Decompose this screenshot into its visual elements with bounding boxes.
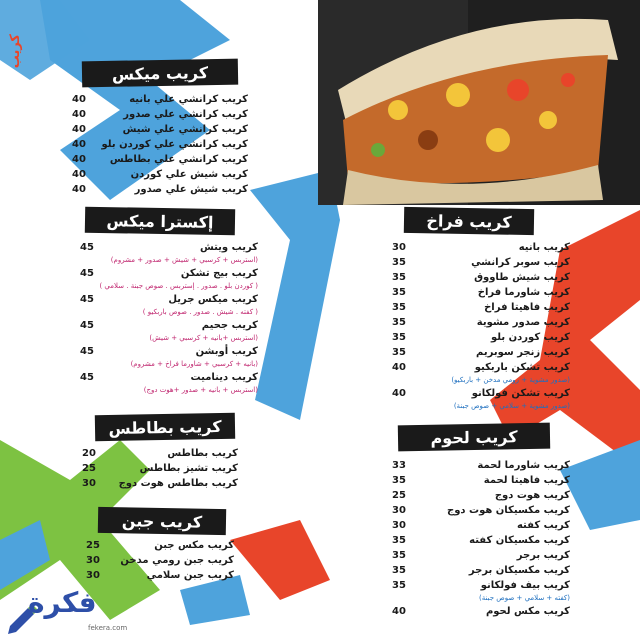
section-title-cheese xyxy=(98,507,226,535)
menu-item-price: 35 xyxy=(392,272,406,283)
menu-item xyxy=(80,344,258,359)
menu-item-name: كريب ميكس جريل xyxy=(168,294,258,305)
menu-item xyxy=(392,518,570,533)
section-title-text: كريب بطاطس xyxy=(108,416,222,438)
menu-item-price: 40 xyxy=(392,388,406,399)
menu-item-price: 30 xyxy=(82,478,96,489)
menu-item-name: كريب ويتش xyxy=(199,242,258,253)
menu-item xyxy=(392,548,570,563)
menu-item xyxy=(86,553,234,568)
section-title-text: كريب لحوم xyxy=(430,426,518,448)
menu-item xyxy=(72,182,248,197)
section-title-text: إكسترا ميكس xyxy=(106,210,214,232)
section-title-text: كريب ميكس xyxy=(111,62,209,84)
menu-item-name: كريب زنجر سوبريم xyxy=(476,347,570,358)
menu-item-price: 30 xyxy=(392,242,406,253)
side-label: كريب xyxy=(8,34,23,69)
menu-item-name: كريب تشكن باربكيو xyxy=(474,362,570,373)
menu-item-price: 40 xyxy=(72,139,86,150)
menu-item-price: 20 xyxy=(82,448,96,459)
menu-item-name: كريب ديناميت xyxy=(190,372,258,383)
section-title-meat xyxy=(398,423,550,452)
menu-item-price: 45 xyxy=(80,268,94,279)
menu-item-note: (استربس +بانيه + كرسبي + شيش) xyxy=(149,334,258,342)
menu-item-name: كريب مكسيكان هوت دوج xyxy=(447,505,570,516)
menu-item-name: كريب مكس لحوم xyxy=(485,606,570,617)
menu-item-price: 35 xyxy=(392,257,406,268)
section-title-text: كريب جبن xyxy=(121,510,203,532)
menu-item-price: 30 xyxy=(392,520,406,531)
logo-subtext: fekera.com xyxy=(88,624,128,632)
section-title-potato xyxy=(95,413,235,441)
menu-item-price: 45 xyxy=(80,294,94,305)
menu-item-price: 25 xyxy=(392,490,406,501)
menu-item-note: ( كوردن بلو . صدور . إستربس . صوص جبنة . سلامي ) xyxy=(99,282,258,290)
menu-item xyxy=(80,370,258,385)
menu-item xyxy=(392,270,570,285)
menu-item-name: كريب جحيم xyxy=(201,320,258,331)
menu-item xyxy=(72,167,248,182)
menu-item-name: كريب مكسيكان برجر xyxy=(468,565,570,576)
menu-item-price: 40 xyxy=(72,169,86,180)
chicken-list xyxy=(392,240,570,412)
menu-item xyxy=(392,360,570,375)
menu-item-name: كريب شيش طاووق xyxy=(474,272,570,283)
menu-item-price: 35 xyxy=(392,580,406,591)
section-title-chicken xyxy=(404,207,534,235)
menu-item xyxy=(392,488,570,503)
menu-item xyxy=(80,292,258,307)
section-title-extra-mix xyxy=(85,207,235,236)
menu-item-price: 35 xyxy=(392,347,406,358)
menu-item-name: كريب تشكن فولكانو xyxy=(471,388,570,399)
menu-item-price: 25 xyxy=(86,540,100,551)
menu-item-name: كريب جبن رومي مدخن xyxy=(120,555,234,566)
menu-item xyxy=(392,503,570,518)
crepe-mix-list xyxy=(72,92,248,197)
menu-item-note: (صدور مشوية + رومي مدخن + باربكيو) xyxy=(451,376,570,384)
menu-item-price: 35 xyxy=(392,317,406,328)
menu-item-note: (استربس + بانيه + صدور +هوت دوج) xyxy=(143,386,258,394)
menu-item xyxy=(72,137,248,152)
potato-list xyxy=(82,446,238,491)
menu-item-price: 40 xyxy=(72,94,86,105)
menu-item-price: 40 xyxy=(72,124,86,135)
menu-item-name: كريب بطاطس هوت دوج xyxy=(118,478,238,489)
menu-item-name: كريب شاورما فراخ xyxy=(477,287,570,298)
menu-item-price: 35 xyxy=(392,550,406,561)
menu-item-name: كريب شيش علي صدور xyxy=(134,184,248,195)
menu-item-name: كريب كرانشي علي كوردن بلو xyxy=(101,139,248,150)
menu-item-price: 35 xyxy=(392,535,406,546)
menu-item xyxy=(72,107,248,122)
menu-item-name: كريب كرانشي علي شيش xyxy=(122,124,248,135)
menu-item xyxy=(80,318,258,333)
menu-item-name: كريب أوبشن xyxy=(195,346,258,357)
menu-item xyxy=(392,240,570,255)
menu-item-name: كريب كرانشي علي بانيه xyxy=(129,94,248,105)
menu-item-price: 40 xyxy=(72,184,86,195)
section-title-crepe-mix xyxy=(82,59,238,88)
menu-item-price: 35 xyxy=(392,475,406,486)
menu-item-name: كريب صدور مشوية xyxy=(476,317,570,328)
crepe-wrap-photo xyxy=(318,0,640,205)
menu-item-price: 45 xyxy=(80,346,94,357)
menu-item-note: ( كفته . شيش . صدور . صوص باربكيو ) xyxy=(142,308,258,316)
cheese-list xyxy=(86,538,234,583)
menu-item-name: كريب هوت دوج xyxy=(494,490,570,501)
menu-item-note: (استربس + كرسبي + شيش + صدور + مشروم) xyxy=(110,256,258,264)
menu-item-name: كريب جبن سلامي xyxy=(146,570,234,581)
menu-item xyxy=(392,345,570,360)
menu-item-price: 45 xyxy=(80,242,94,253)
menu-item-price: 45 xyxy=(80,320,94,331)
menu-item-name: كريب برجر xyxy=(516,550,570,561)
menu-item xyxy=(392,604,570,619)
menu-item-price: 40 xyxy=(72,109,86,120)
menu-item-price: 30 xyxy=(86,570,100,581)
menu-item-name: كريب كوردن بلو xyxy=(491,332,570,343)
menu-item xyxy=(392,386,570,401)
menu-item xyxy=(392,563,570,578)
menu-item xyxy=(392,330,570,345)
menu-item xyxy=(72,152,248,167)
menu-item-name: كريب فاهيتا فراخ xyxy=(484,302,570,313)
menu-item-name: كريب بطاطس xyxy=(167,448,238,459)
menu-item-name: كريب شيش علي كوردن xyxy=(130,169,248,180)
menu-item xyxy=(82,446,238,461)
menu-item xyxy=(392,255,570,270)
menu-item-price: 35 xyxy=(392,287,406,298)
menu-item xyxy=(392,578,570,593)
menu-item-price: 35 xyxy=(392,302,406,313)
menu-item xyxy=(392,285,570,300)
menu-item xyxy=(392,315,570,330)
menu-item xyxy=(72,92,248,107)
menu-item xyxy=(82,476,238,491)
menu-item-price: 25 xyxy=(82,463,96,474)
meat-list xyxy=(392,458,570,619)
menu-item-name: كريب كرانشي علي بطاطس xyxy=(109,154,248,165)
menu-item-name: كريب بيج تشكن xyxy=(180,268,258,279)
logo-text: فكرة xyxy=(28,586,97,619)
menu-item-name: كريب تشيز بطاطس xyxy=(139,463,238,474)
menu-item xyxy=(392,473,570,488)
menu-item xyxy=(72,122,248,137)
menu-item-name: كريب فاهيتا لحمة xyxy=(483,475,570,486)
menu-item-name: كريب سوبر كرانشي xyxy=(471,257,570,268)
menu-item-price: 33 xyxy=(392,460,406,471)
menu-item-note: (صدور مشوية + سلامي + صوص جبنة) xyxy=(453,402,570,410)
menu-item-name: كريب شاورما لحمة xyxy=(477,460,570,471)
menu-item-price: 35 xyxy=(392,565,406,576)
menu-item-price: 40 xyxy=(392,362,406,373)
menu-item-name: كريب مكسيكان كفته xyxy=(469,535,570,546)
menu-item-price: 35 xyxy=(392,332,406,343)
menu-item xyxy=(80,266,258,281)
menu-item-name: كريب كرانشي علي صدور xyxy=(123,109,248,120)
extra-mix-list xyxy=(80,240,258,396)
menu-item-price: 30 xyxy=(86,555,100,566)
menu-item-name: كريب كفته xyxy=(516,520,570,531)
menu-item-price: 30 xyxy=(392,505,406,516)
menu-item-note: (كفته + سلامي + صوص جبنة) xyxy=(478,594,570,602)
menu-item-price: 40 xyxy=(392,606,406,617)
menu-item-price: 40 xyxy=(72,154,86,165)
menu-item-name: كريب بيف فولكانو xyxy=(480,580,570,591)
section-title-text: كريب فراخ xyxy=(426,210,512,232)
menu-item xyxy=(392,300,570,315)
menu-item xyxy=(392,533,570,548)
menu-item-price: 45 xyxy=(80,372,94,383)
menu-item xyxy=(392,458,570,473)
menu-item-name: كريب مكس جبن xyxy=(154,540,234,551)
menu-item-name: كريب بانيه xyxy=(518,242,570,253)
menu-item xyxy=(80,240,258,255)
menu-item-note: (بانيه + كرسبي + شاورما فراخ + مشروم) xyxy=(130,360,258,368)
menu-item xyxy=(86,538,234,553)
menu-item xyxy=(82,461,238,476)
menu-item xyxy=(86,568,234,583)
